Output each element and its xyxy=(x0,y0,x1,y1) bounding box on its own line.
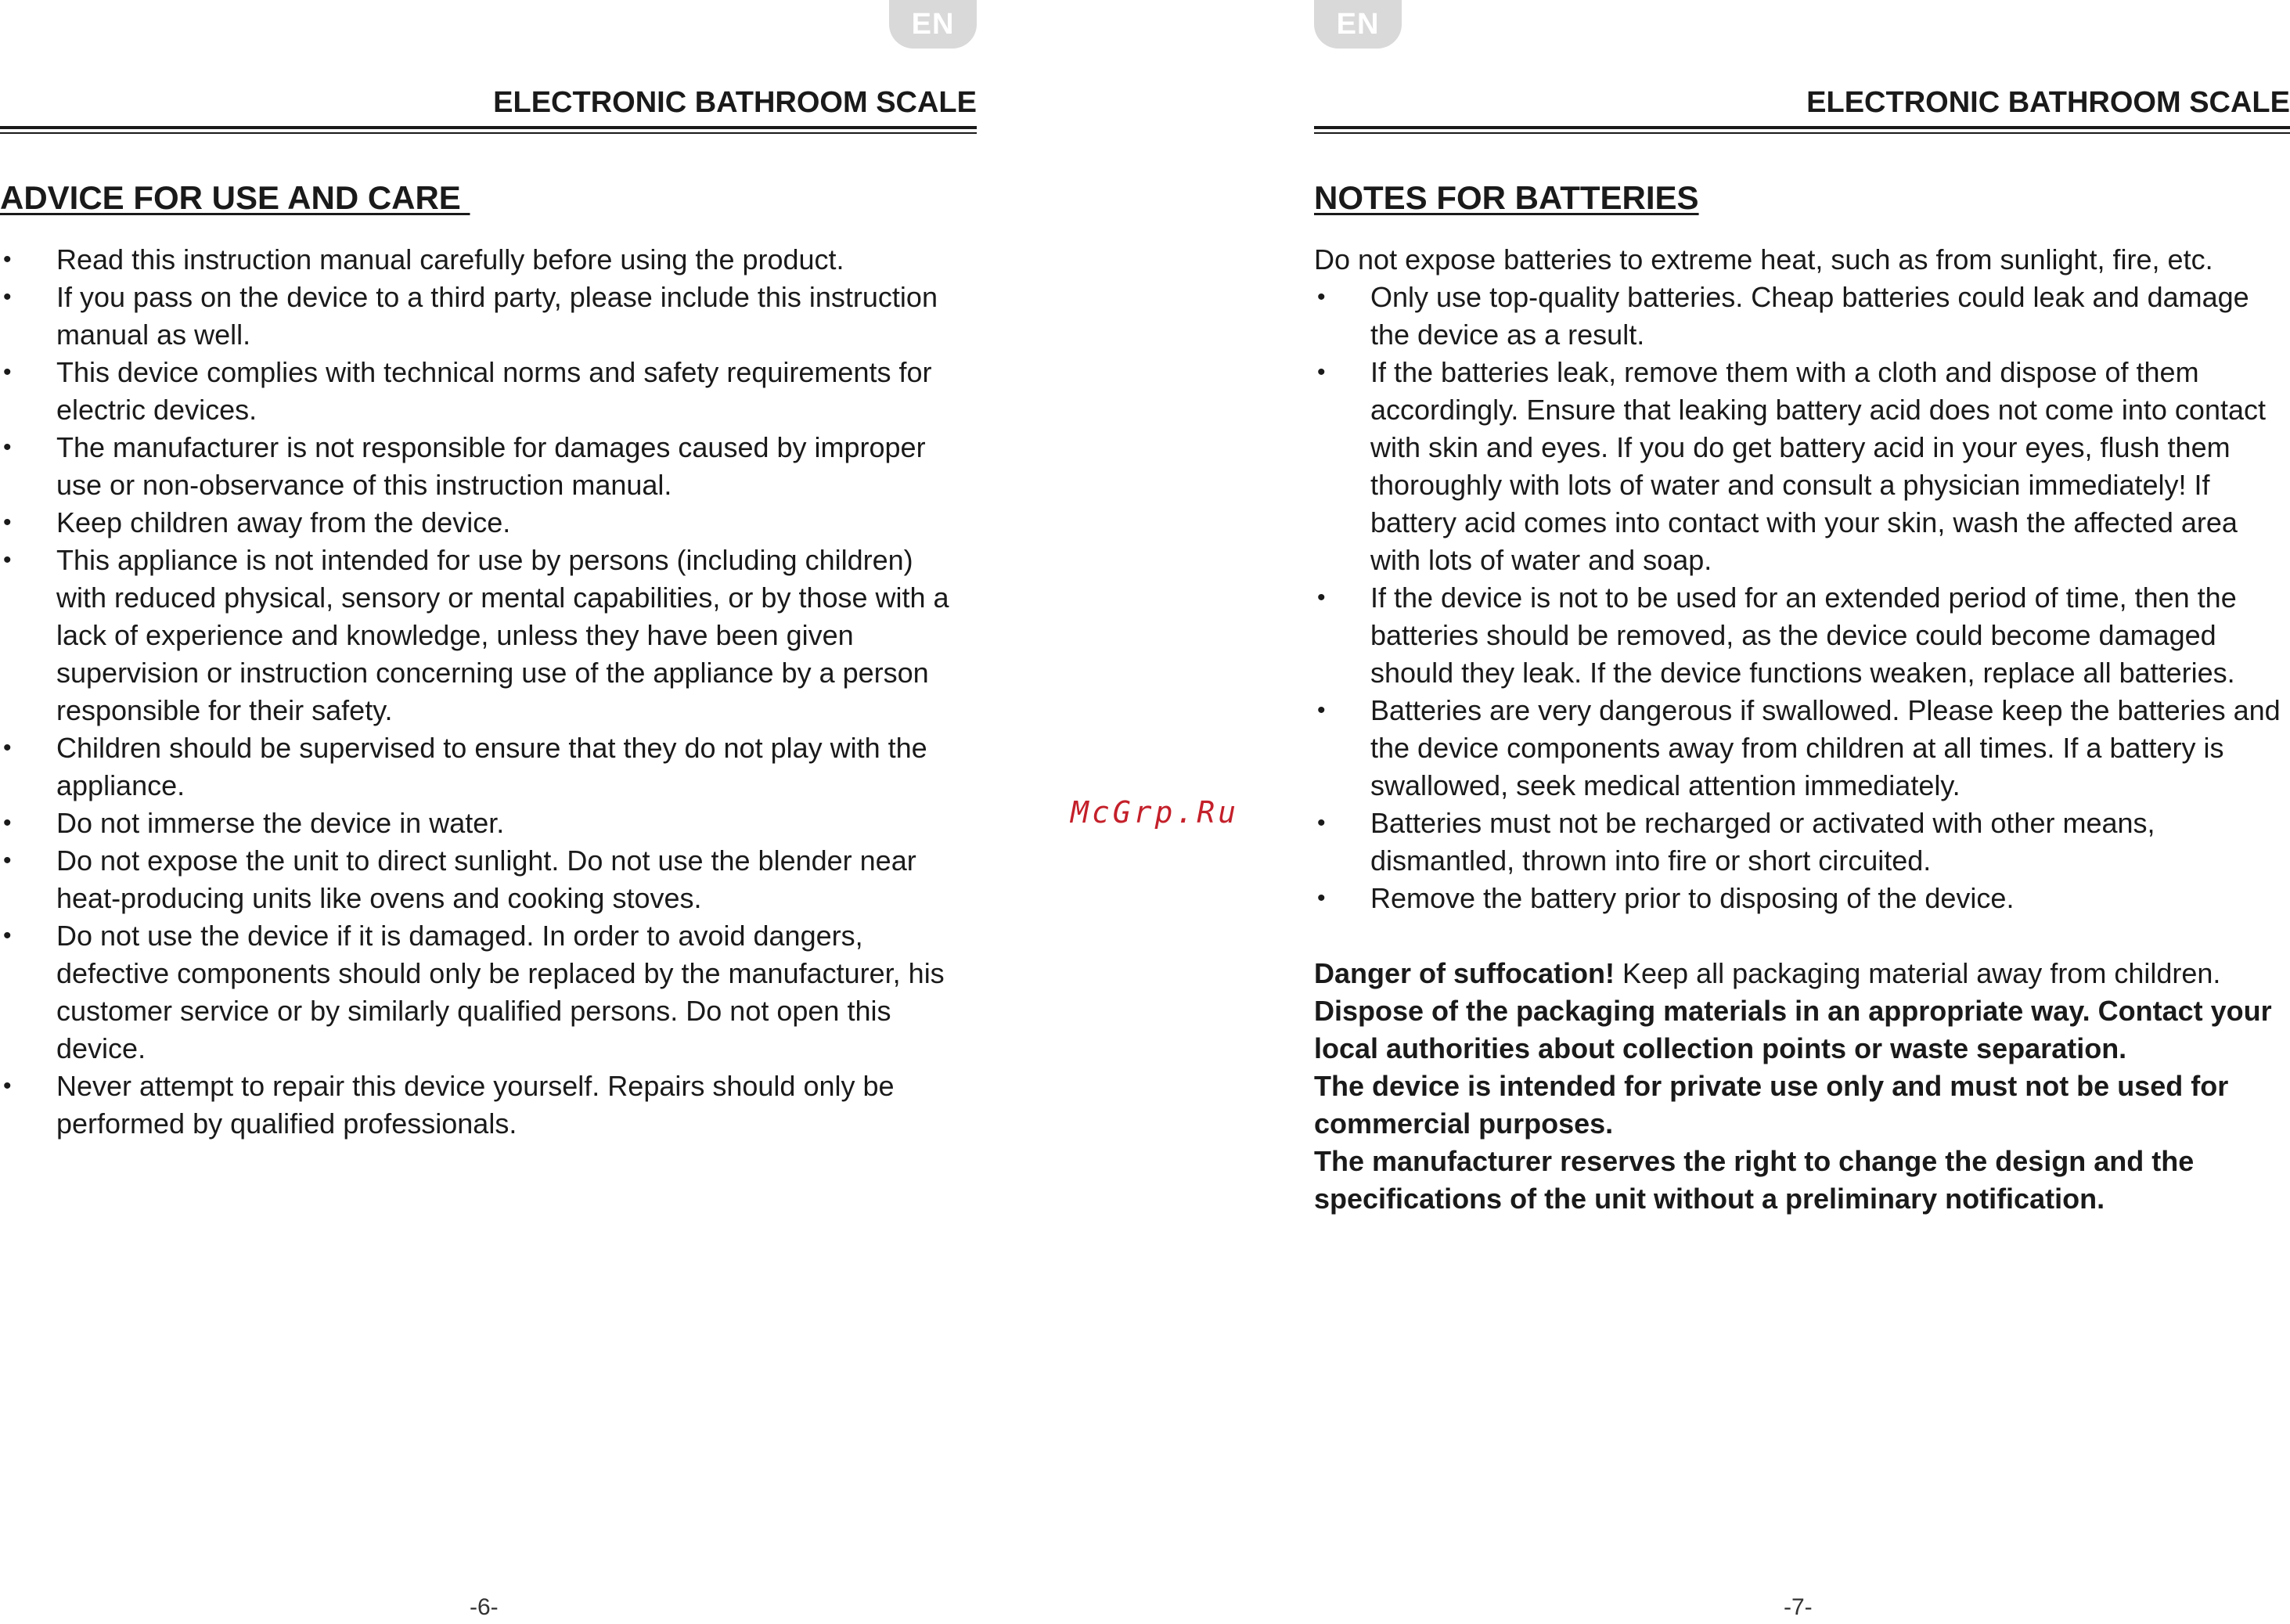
header-rule xyxy=(1314,126,2290,134)
bullet-icon: • xyxy=(1317,284,1326,310)
list-item: • Never attempt to repair this device yourself. Repairs should only be performed by qualified professionals. xyxy=(0,1068,977,1143)
battery-notes-list xyxy=(1314,279,2290,917)
intro-text: Do not expose batteries to extreme heat, such as from sunlight, fire, etc. xyxy=(1314,243,2213,275)
disposal-notice: Dispose of the packaging materials in an appropriate way. Contact your local authorities about collection points or waste separation. xyxy=(1314,995,2272,1064)
bullet-icon: • xyxy=(3,735,12,761)
header-rule xyxy=(0,126,977,134)
safety-notices xyxy=(1314,955,2290,1218)
left-page xyxy=(0,0,977,1624)
page-number: -6- xyxy=(470,1594,499,1620)
suffocation-text: Keep all packaging material away from children. xyxy=(1615,957,2221,989)
list-item: • Do not use the device if it is damaged. In order to avoid dangers, defective components should only be replaced by the manufacturer, his customer service or by similarly qualified persons. Do not open this device. xyxy=(0,917,977,1068)
bullet-icon: • xyxy=(1317,810,1326,836)
bullet-icon: • xyxy=(3,359,12,385)
bullet-icon: • xyxy=(1317,697,1326,723)
bullet-icon: • xyxy=(3,848,12,873)
suffocation-label: Danger of suffocation! xyxy=(1314,957,1615,989)
suffocation-warning xyxy=(1314,955,2290,992)
list-item: • Batteries must not be recharged or activated with other means, dismantled, thrown into fire or short circuited. xyxy=(1314,805,2290,880)
manufacturer-notice: The manufacturer reserves the right to change the design and the specifications of the unit without a preliminary notification. xyxy=(1314,1145,2195,1215)
section-heading: ADVICE FOR USE AND CARE xyxy=(0,179,470,216)
list-item: • This appliance is not intended for use by persons (including children) with reduced physical, sensory or mental capabilities, or by those with a lack of experience and knowledge, unless they have been given supervision or instruction concerning use of the appliance by a person responsible for their safety. xyxy=(0,542,977,729)
bullet-icon: • xyxy=(1317,885,1326,911)
batteries-section xyxy=(1314,177,2290,1218)
bullet-icon: • xyxy=(1317,359,1326,385)
bullet-icon: • xyxy=(3,510,12,535)
list-item: • Children should be supervised to ensure that they do not play with the appliance. xyxy=(0,729,977,805)
list-item: • Keep children away from the device. xyxy=(0,504,977,542)
bullet-icon: • xyxy=(3,1073,12,1099)
list-item: • This device complies with technical norms and safety requirements for electric devices. xyxy=(0,354,977,429)
list-item: • Read this instruction manual carefully before using the product. xyxy=(0,241,977,279)
list-item: • The manufacturer is not responsible for damages caused by improper use or non-observance of this instruction manual. xyxy=(0,429,977,504)
list-item: • Remove the battery prior to disposing of the device. xyxy=(1314,880,2290,917)
page-number: -7- xyxy=(1784,1594,1813,1620)
running-title: ELECTRONIC BATHROOM SCALE xyxy=(1806,86,2290,119)
watermark: McGrp.Ru xyxy=(1071,795,1240,830)
list-item: • If you pass on the device to a third party, please include this instruction manual as well. xyxy=(0,279,977,354)
language-badge: EN xyxy=(889,0,977,49)
list-item: • Do not expose the unit to direct sunlight. Do not use the blender near heat-producing units like ovens and cooking stoves. xyxy=(0,842,977,917)
language-badge: EN xyxy=(1314,0,1402,49)
list-item: • Only use top-quality batteries. Cheap batteries could leak and damage the device as a result. xyxy=(1314,279,2290,354)
section-heading: NOTES FOR BATTERIES xyxy=(1314,179,1699,216)
bullet-icon: • xyxy=(3,923,12,949)
list-item: • If the batteries leak, remove them with a cloth and dispose of them accordingly. Ensure that leaking battery acid does not come into contact with skin and eyes. If you do get battery acid in your eyes, flush them thoroughly with lots of water and consult a physician immediately! If battery acid comes into contact with your skin, wash the affected area with lots of water and soap. xyxy=(1314,354,2290,579)
bullet-icon: • xyxy=(3,284,12,310)
list-item: • Batteries are very dangerous if swallowed. Please keep the batteries and the device components away from children at all times. If a battery is swallowed, seek medical attention immediately. xyxy=(1314,692,2290,805)
bullet-icon: • xyxy=(3,810,12,836)
advice-section xyxy=(0,177,977,1143)
bullet-icon: • xyxy=(3,247,12,272)
bullet-icon: • xyxy=(1317,585,1326,610)
bullet-icon: • xyxy=(3,434,12,460)
list-item: • Do not immerse the device in water. xyxy=(0,805,977,842)
right-page xyxy=(1314,0,2290,1624)
bullet-icon: • xyxy=(3,547,12,573)
private-use-notice: The device is intended for private use only and must not be used for commercial purposes. xyxy=(1314,1070,2229,1140)
running-title: ELECTRONIC BATHROOM SCALE xyxy=(493,86,977,119)
list-item: • If the device is not to be used for an extended period of time, then the batteries should be removed, as the device could become damaged should they leak. If the device functions weaken, replace all batteries. xyxy=(1314,579,2290,692)
advice-list xyxy=(0,241,977,1143)
